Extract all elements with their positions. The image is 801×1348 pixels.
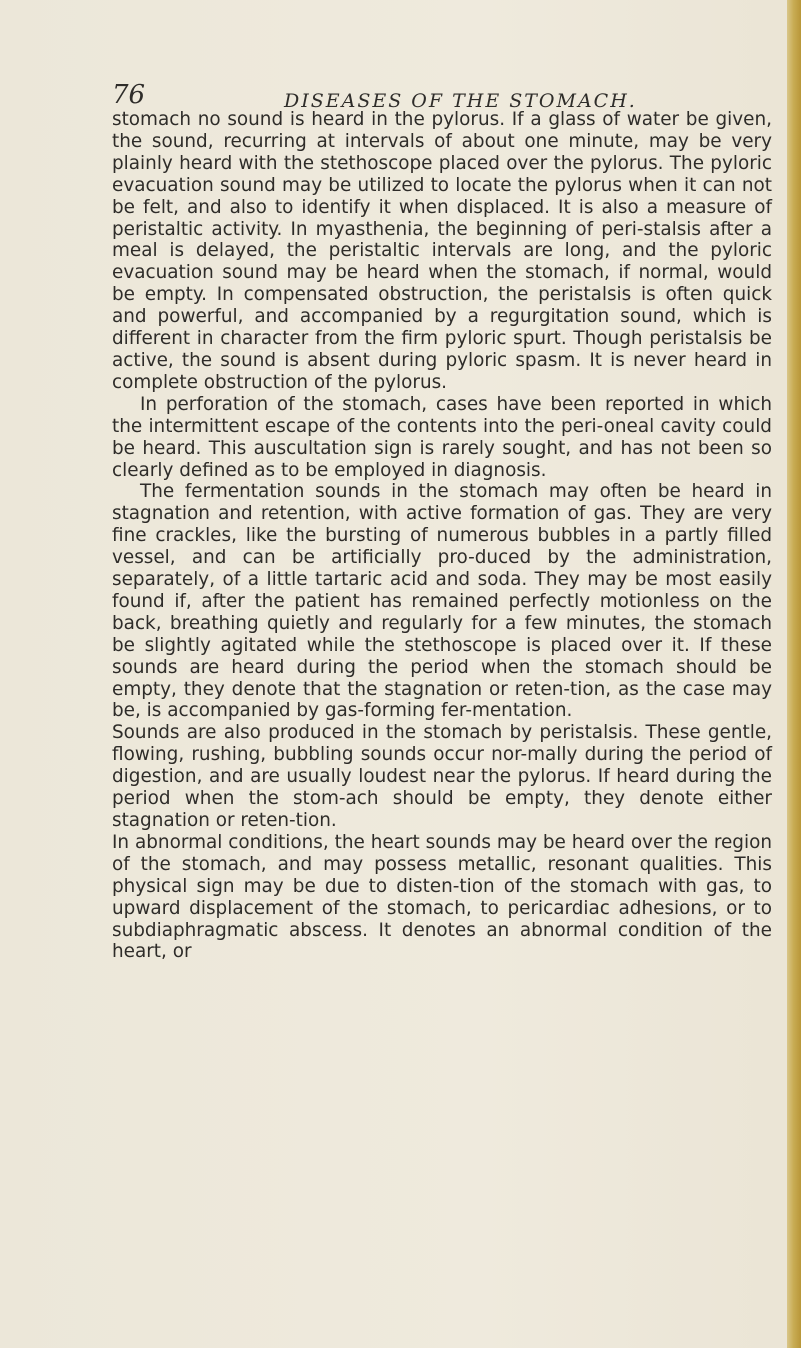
running-head: DISEASES OF THE STOMACH. [284, 90, 637, 112]
paragraph-heart-sounds: In abnormal conditions, the heart sounds may be heard over the region of the stomach, and may possess metallic, resonant qualities. This physical sign may be due to disten-tion of the stomach with gas, to upward displacement of the stomach, to pericardiac adhesions, or to subdiaphragmatic abscess. It denotes an abnormal condition of the heart, or [112, 831, 772, 963]
paragraph-peristalsis-sounds: Sounds are also produced in the stomach by peristalsis. These gentle, flowing, rushing, bubbling sounds occur nor-mally during the period of digestion, and are usually loudest near the pylorus. If heard during the period when the stom-ach should be empty, they denote either stagnation or reten-tion. [112, 722, 772, 831]
paragraph-fermentation-sounds: The fermentation sounds in the stomach may often be heard in stagnation and retention, with active formation of gas. They are very fine crackles, like the bursting of numerous bubbles in a partly filled vessel, and can be artificially pro-duced by the administration, separately, of a little tartaric acid and soda. They may be most easily found if, after the patient has remained perfectly motionless on the back, breathing quietly and regularly for a few minutes, the stomach be slightly agitated while the stethoscope is placed over it. If these sounds are heard during the period when the stomach should be empty, they denote that the stagnation or reten-tion, as the case may be, is accompanied by gas-forming fer-mentation. [112, 481, 772, 722]
paragraph-perforation: In perforation of the stomach, cases have been reported in which the intermittent escape of the contents into the peri-oneal cavity could be heard. This auscultation sign is rarely sought, and has not been so clearly defined as to be employed in diagnosis. [112, 393, 772, 481]
page-number: 76 [112, 80, 146, 110]
page-edge-binding [787, 0, 801, 1348]
body-text [112, 109, 772, 963]
paragraph-pylorus-sounds: stomach no sound is heard in the pylorus. If a glass of water be given, the sound, recurring at intervals of about one minute, may be very plainly heard with the stethoscope placed over the pylorus. The pyloric evacuation sound may be utilized to locate the pylorus when it can not be felt, and also to identify it when displaced. It is also a measure of peristaltic activity. In myasthenia, the beginning of peri-stalsis after a meal is delayed, the peristaltic intervals are long, and the pyloric evacuation sound may be heard when the stomach, if normal, would be empty. In compensated obstruction, the peristalsis is often quick and powerful, and accompanied by a regurgitation sound, which is different in character from the firm pyloric spurt. Though peristalsis be active, the sound is absent during pyloric spasm. It is never heard in complete obstruction of the pylorus. [112, 109, 772, 393]
